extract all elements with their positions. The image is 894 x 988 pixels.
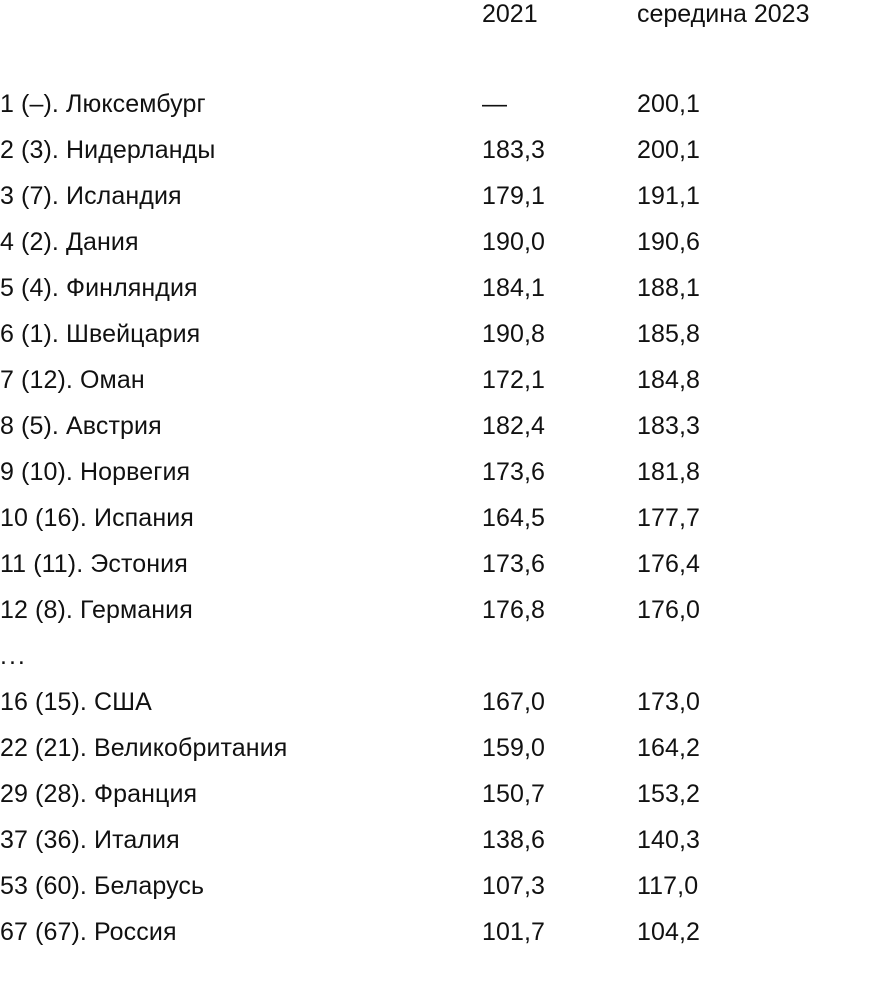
row-value-2023: 200,1 bbox=[637, 136, 701, 164]
row-country-label: 1 (–). Люксембург bbox=[0, 90, 206, 118]
row-value-2023: 183,3 bbox=[637, 412, 701, 440]
row-country-label: 16 (15). США bbox=[0, 688, 152, 716]
table-row bbox=[0, 127, 894, 173]
row-country-label: 22 (21). Великобритания bbox=[0, 734, 288, 762]
row-value-2021: 107,3 bbox=[482, 872, 546, 900]
row-country-label: 37 (36). Италия bbox=[0, 826, 180, 854]
table-row bbox=[0, 219, 894, 265]
row-value-2021: 138,6 bbox=[482, 826, 546, 854]
table-row bbox=[0, 311, 894, 357]
row-country-label: 53 (60). Беларусь bbox=[0, 872, 205, 900]
row-value-2023 bbox=[635, 633, 894, 679]
row-country-label: 4 (2). Дания bbox=[0, 228, 139, 256]
table-row bbox=[0, 771, 894, 817]
row-country-label: 5 (4). Финляндия bbox=[0, 274, 198, 302]
row-country-label: 67 (67). Россия bbox=[0, 918, 177, 946]
table-row bbox=[0, 587, 894, 633]
row-value-2023: 191,1 bbox=[637, 182, 701, 210]
row-value-2021: 176,8 bbox=[482, 596, 546, 624]
row-country-label: 3 (7). Исландия bbox=[0, 182, 182, 210]
table-row bbox=[0, 449, 894, 495]
row-value-2021: 183,3 bbox=[482, 136, 546, 164]
row-value-2023: 104,2 bbox=[637, 918, 701, 946]
table-row bbox=[0, 403, 894, 449]
row-value-2023: 117,0 bbox=[637, 872, 699, 900]
row-country-label: 11 (11). Эстония bbox=[0, 550, 188, 578]
table-row bbox=[0, 265, 894, 311]
row-value-2021: 173,6 bbox=[482, 550, 546, 578]
row-country-label: ... bbox=[0, 642, 27, 670]
row-value-2023: 177,7 bbox=[637, 504, 701, 532]
row-country-label: 29 (28). Франция bbox=[0, 780, 198, 808]
table-row bbox=[0, 541, 894, 587]
table-row bbox=[0, 633, 894, 679]
table-row bbox=[0, 817, 894, 863]
row-value-2023: 185,8 bbox=[637, 320, 701, 348]
row-value-2021: 164,5 bbox=[482, 504, 546, 532]
table-row bbox=[0, 909, 894, 955]
column-header-2021: 2021 bbox=[482, 0, 538, 28]
row-value-2023: 164,2 bbox=[637, 734, 701, 762]
row-value-2023: 184,8 bbox=[637, 366, 701, 394]
row-value-2021: 184,1 bbox=[482, 274, 546, 302]
row-value-2021: 159,0 bbox=[482, 734, 546, 762]
table-row bbox=[0, 173, 894, 219]
table-row bbox=[0, 725, 894, 771]
row-value-2021: 173,6 bbox=[482, 458, 546, 486]
row-value-2023: 200,1 bbox=[637, 90, 701, 118]
row-value-2021: — bbox=[482, 90, 508, 118]
table-row bbox=[0, 357, 894, 403]
row-value-2023: 140,3 bbox=[637, 826, 701, 854]
row-country-label: 12 (8). Германия bbox=[0, 596, 193, 624]
table-row bbox=[0, 863, 894, 909]
table-row bbox=[0, 495, 894, 541]
row-value-2021: 150,7 bbox=[482, 780, 546, 808]
row-value-2021: 182,4 bbox=[482, 412, 546, 440]
row-value-2021 bbox=[480, 633, 635, 679]
row-value-2021: 190,8 bbox=[482, 320, 546, 348]
row-value-2023: 188,1 bbox=[637, 274, 701, 302]
row-country-label: 7 (12). Оман bbox=[0, 366, 145, 394]
row-value-2021: 167,0 bbox=[482, 688, 546, 716]
row-value-2021: 190,0 bbox=[482, 228, 546, 256]
table-body bbox=[0, 81, 894, 955]
row-country-label: 10 (16). Испания bbox=[0, 504, 194, 532]
column-header-label bbox=[0, 0, 480, 81]
row-value-2023: 181,8 bbox=[637, 458, 701, 486]
row-value-2021: 179,1 bbox=[482, 182, 546, 210]
row-value-2023: 173,0 bbox=[637, 688, 701, 716]
row-country-label: 2 (3). Нидерланды bbox=[0, 136, 216, 164]
row-country-label: 8 (5). Австрия bbox=[0, 412, 162, 440]
row-value-2021: 101,7 bbox=[482, 918, 546, 946]
row-country-label: 6 (1). Швейцария bbox=[0, 320, 201, 348]
row-value-2021: 172,1 bbox=[482, 366, 546, 394]
row-value-2023: 190,6 bbox=[637, 228, 701, 256]
table-row bbox=[0, 679, 894, 725]
row-value-2023: 153,2 bbox=[637, 780, 701, 808]
row-value-2023: 176,4 bbox=[637, 550, 701, 578]
column-header-2023: середина 2023 bbox=[637, 0, 810, 28]
table-header bbox=[0, 0, 894, 81]
table-header-row bbox=[0, 0, 894, 81]
table-row bbox=[0, 81, 894, 127]
row-value-2023: 176,0 bbox=[637, 596, 701, 624]
row-country-label: 9 (10). Норвегия bbox=[0, 458, 191, 486]
